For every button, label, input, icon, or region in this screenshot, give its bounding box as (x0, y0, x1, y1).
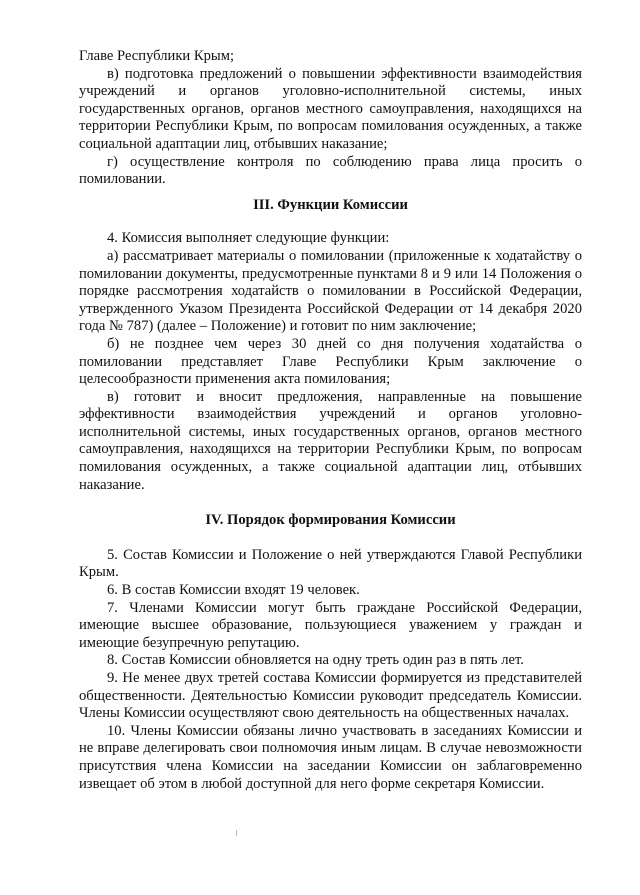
intro-paragraph-3: г) осуществление контроля по соблюдению права лица просить о помиловании. (79, 153, 582, 188)
section-3-paragraph-2: а) рассматривает материалы о помиловании (приложенные к ходатайству о помиловании документы, предусмотренные пунктами 8 и 9 или 14 Положения о порядке рассмотрения ходатайств о помиловании в Российской Федерации, утвержденного Указом Президента Российской Федерации от 14 декабря 2020 года № 787) (далее – Положение) и готовит по ним заключение; (79, 247, 582, 335)
section-4-paragraph-6: 10. Члены Комиссии обязаны лично участвовать в заседаниях Комиссии и не вправе делегировать свои полномочия иным лицам. В случае невозможности присутствия члена Комиссии на заседании Комиссии он заблаговременно извещает об этом в любой доступной для него форме секретаря Комиссии. (79, 722, 582, 792)
section-3-heading: III. Функции Комиссии (253, 196, 408, 213)
intro-paragraph-1: Главе Республики Крым; (79, 48, 235, 64)
section-4-heading: IV. Порядок формирования Комиссии (205, 512, 456, 529)
section-3-paragraph-1: 4. Комиссия выполняет следующие функции: (107, 230, 390, 247)
intro-paragraph-2: в) подготовка предложений о повышении эффективности взаимодействия учреждений и органов уголовно-исполнительной системы, иных государственных органов, органов местного самоуправления, находящихся на территории Республики Крым, по вопросам помилования осужденных, а также социальной адаптации лиц, отбывших наказание; (79, 65, 582, 152)
scan-speck (236, 830, 237, 836)
section-4-paragraph-3: 7. Членами Комиссии могут быть граждане Российской Федерации, имеющие высшее образование, пользующиеся уважением у граждан и имеющие безупречную репутацию. (79, 599, 582, 651)
section-4-paragraph-5: 9. Не менее двух третей состава Комиссии формируется из представителей общественности. Деятельностью Комиссии руководит председатель Комиссии. Члены Комиссии осуществляют свою деятельность на общественных началах. (79, 670, 582, 722)
section-3-paragraph-3: б) не позднее чем через 30 дней со дня получения ходатайства о помиловании представляет Главе Республики Крым заключение о целесообразности применения акта помилования; (79, 335, 582, 388)
section-4-paragraph-1: 5. Состав Комиссии и Положение о ней утверждаются Главой Республики Крым. (79, 546, 582, 581)
section-4-paragraph-4: 8. Состав Комиссии обновляется на одну треть один раз в пять лет. (107, 652, 524, 669)
section-4-paragraph-2: 6. В состав Комиссии входят 19 человек. (107, 582, 360, 599)
document-body (79, 48, 582, 793)
section-3-paragraph-4: в) готовит и вносит предложения, направленные на повышение эффективности взаимодействия учреждений и органов уголовно-исполнительной системы, иных государственных органов, органов местного самоуправления, находящихся на территории Республики Крым, по вопросам помилования осужденных, а также социальной адаптации лиц, отбывших наказание. (79, 388, 582, 493)
